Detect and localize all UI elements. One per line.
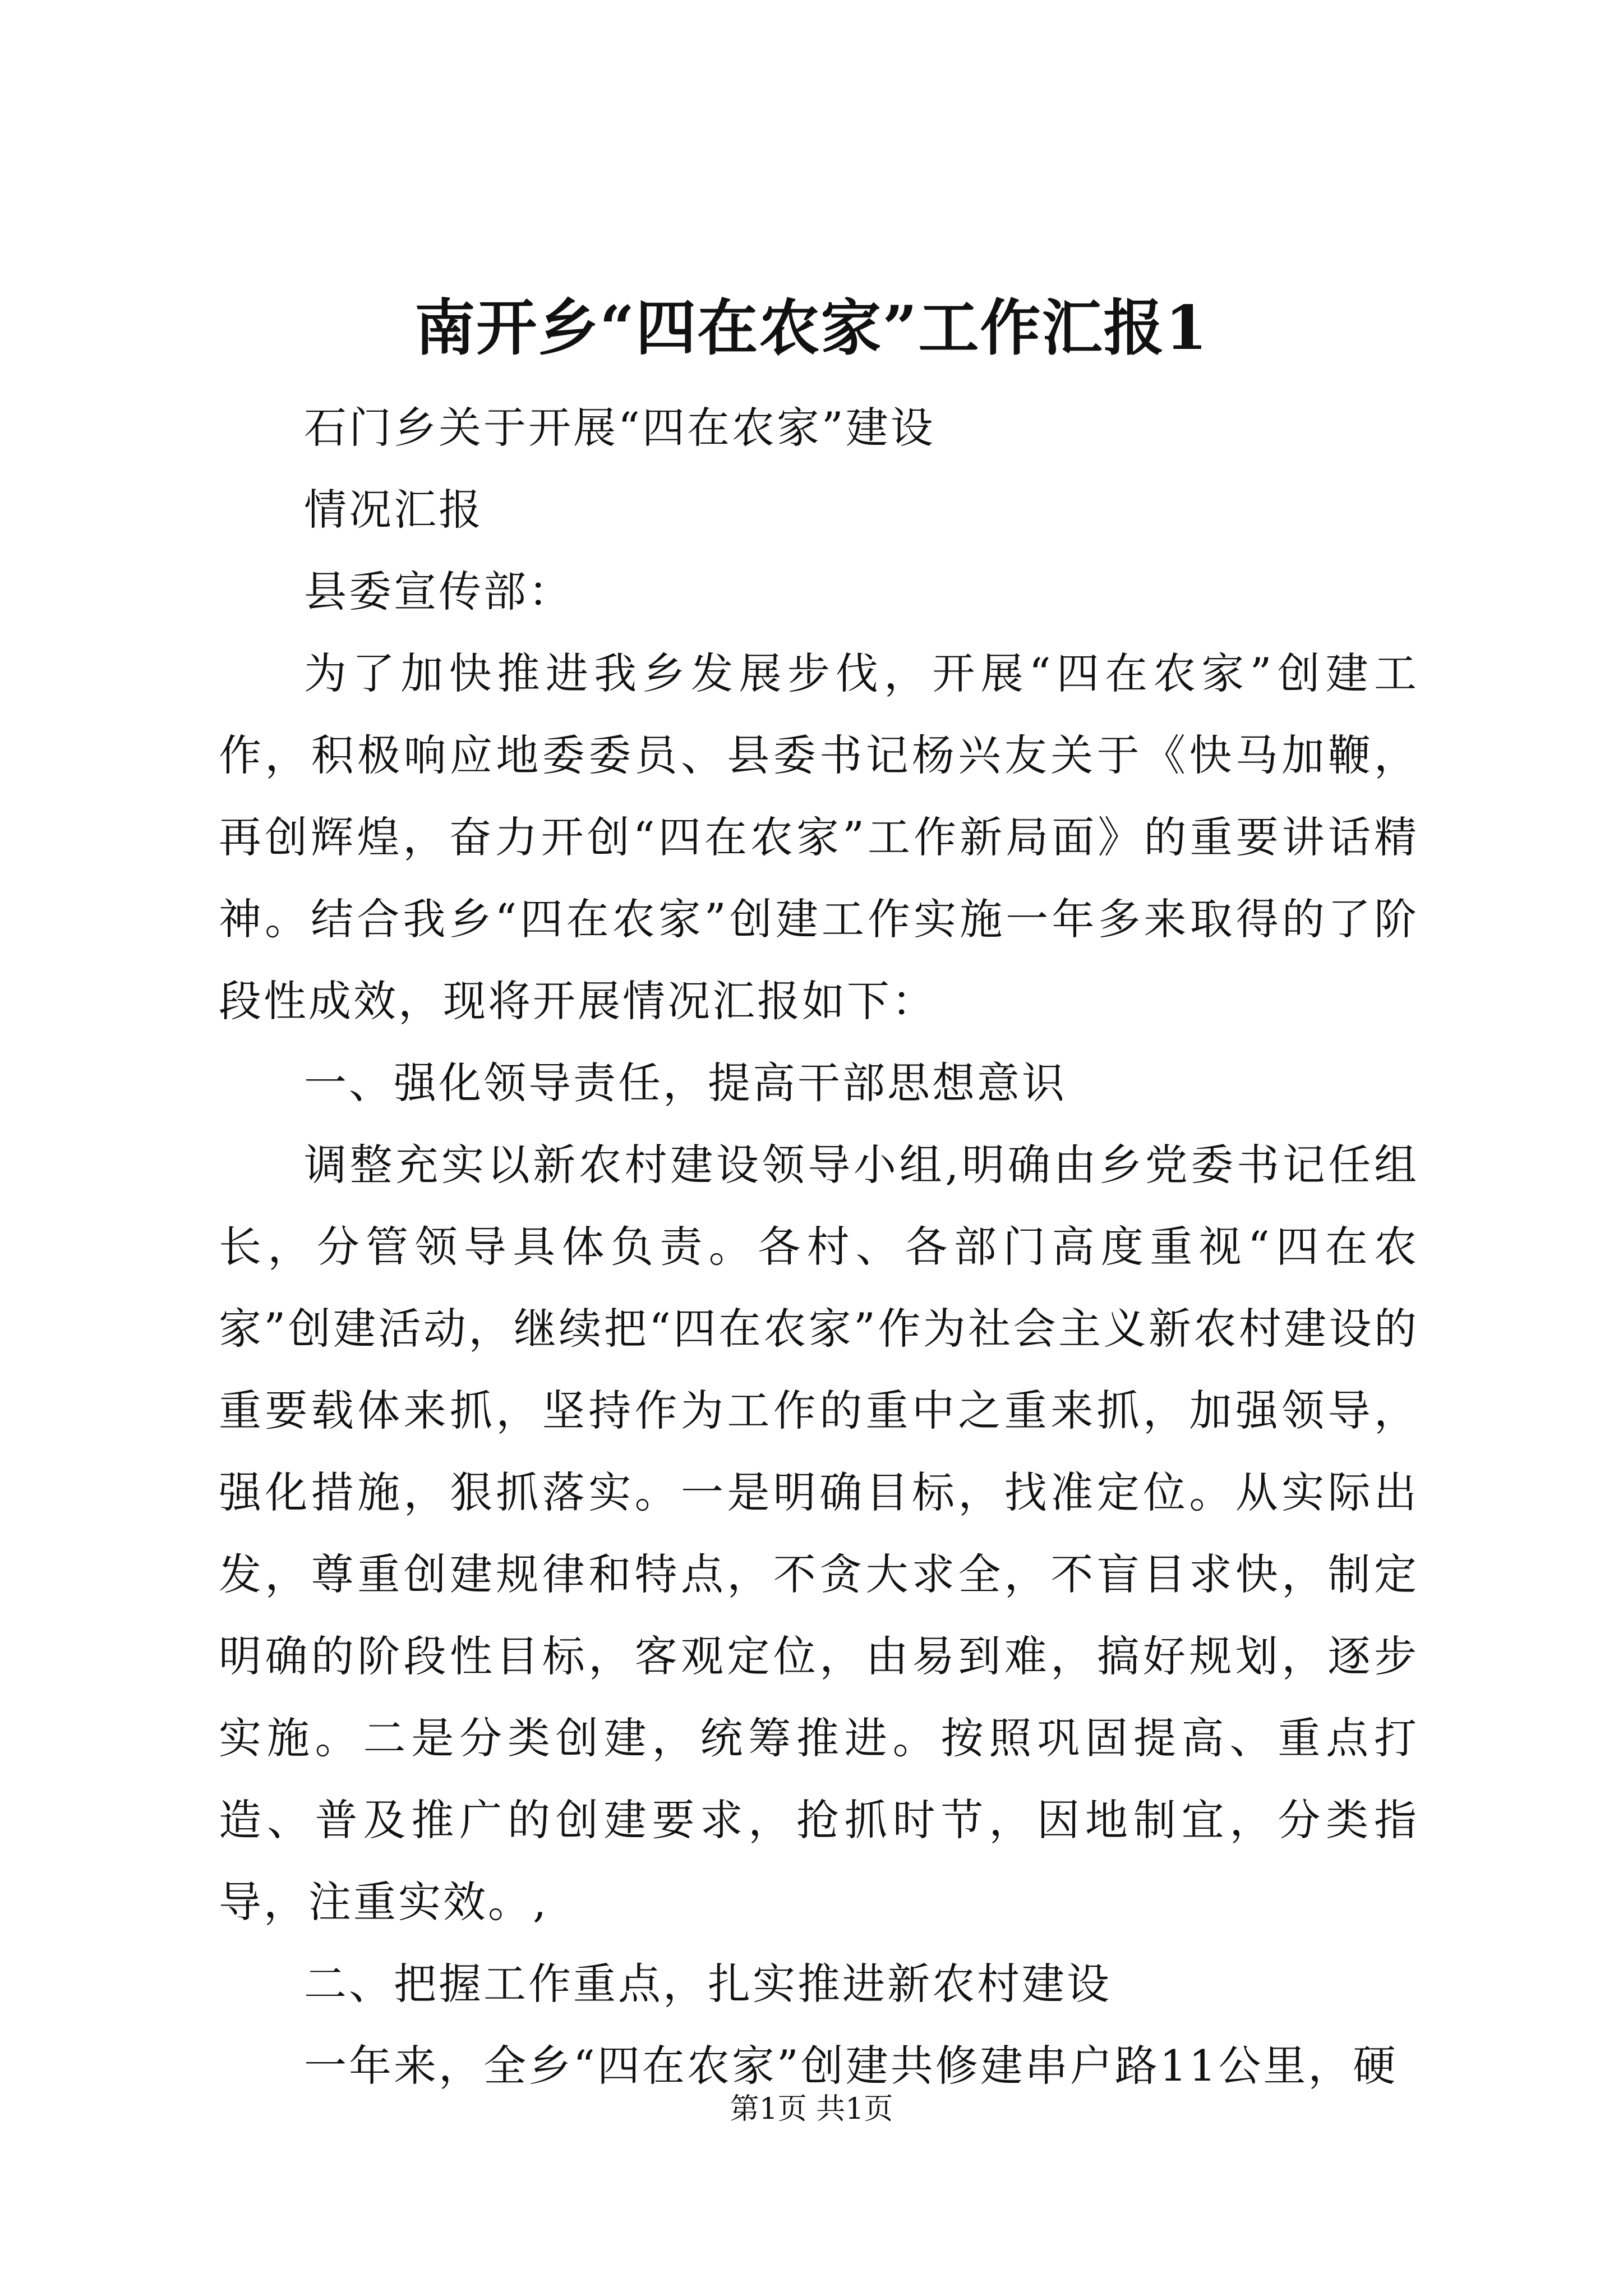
section-heading-2: 二、把握工作重点，扎实推进新农村建设 [304,1959,1112,2009]
section-heading-1: 一、强化领导责任，提高干部思想意识 [304,1058,1067,1108]
document-title: 南开乡“四在农家”工作汇报1 [414,293,1209,364]
document-body [219,387,1419,2107]
page-number-label: 第1页 共1页 [730,2092,893,2126]
paragraph-intro: 为了加快推进我乡发展步伐，开展“四在农家”创建工作，积极响应地委委员、县委书记杨兴友关于《快马加鞭，再创辉煌，奋力开创“四在农家”工作新局面》的重要讲话精神。结合我乡“四在农家”创建工作实施一年多来取得的了阶段性成效，现将开展情况汇报如下： [219,648,1419,1026]
page-footer [0,2087,1623,2132]
paragraph-section-1: 调整充实以新农村建设领导小组,明确由乡党委书记任组长，分管领导具体负责。各村、各部门高度重视“四在农家”创建活动，继续把“四在农家”作为社会主义新农村建设的重要载体来抓，坚持作为工作的重中之重来抓，加强领导，强化措施，狠抓落实。一是明确目标，找准定位。从实际出发，尊重创建规律和特点，不贪大求全，不盲目求快，制定明确的阶段性目标，客观定位，由易到难，搞好规划，逐步实施。二是分类创建，统筹推进。按照巩固提高、重点打造、普及推广的创建要求，抢抓时节，因地制宜，分类指导，注重实效。, [219,1140,1419,1927]
paragraph-section-2: 一年来，全乡“四在农家”创建共修建串户路11公里，硬 [304,2041,1398,2091]
paragraph-recipient: 县委宣传部： [304,567,573,616]
paragraph-subtitle-line1: 石门乡关于开展“四在农家”建设 [304,403,935,453]
paragraph-subtitle-line2: 情况汇报 [304,485,483,535]
